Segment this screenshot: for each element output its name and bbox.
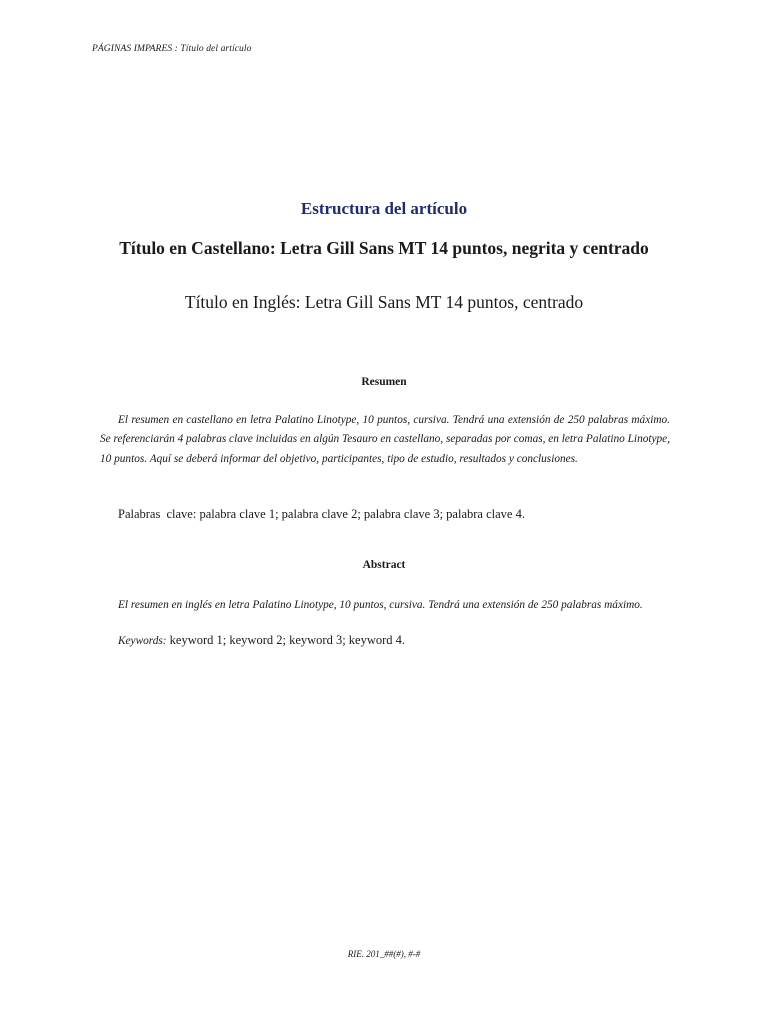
keywords-spanish [118, 507, 525, 522]
keywords-english-label: Keywords: [118, 635, 167, 647]
resumen-heading: Resumen [361, 376, 407, 388]
abstract-heading: Abstract [362, 559, 406, 571]
footer-citation: RIE. 201_##(#), #-# [347, 949, 421, 959]
keywords-spanish-values: palabra clave 1; palabra clave 2; palabra clave 3; palabra clave 4. [199, 507, 525, 521]
title-english: Título en Inglés: Letra Gill Sans MT 14 puntos, centrado [184, 292, 584, 312]
section-title: Estructura del artículo [300, 199, 468, 218]
keywords-english [118, 633, 405, 648]
resumen-body: El resumen en castellano en letra Palatino Linotype, 10 puntos, cursiva. Tendrá una extensión de 250 palabras máximo. Se referenciarán 4 palabras clave incluidas en algún Tesauro en castellano, separadas por comas, en letra Palatino Linotype, 10 puntos. Aquí se deberá informar del objetivo, participantes, tipo de estudio, resultados y conclusiones. [100, 414, 671, 465]
keywords-spanish-label: Palabras clave: [118, 507, 197, 521]
running-head: PÁGINAS IMPARES : Título del artículo [92, 44, 252, 54]
keywords-english-values: keyword 1; keyword 2; keyword 3; keyword 4. [169, 633, 406, 647]
abstract-body: El resumen en inglés en letra Palatino Linotype, 10 puntos, cursiva. Tendrá una extensión de 250 palabras máximo. [118, 599, 643, 611]
title-spanish: Título en Castellano: Letra Gill Sans MT 14 puntos, negrita y centrado [119, 238, 649, 258]
